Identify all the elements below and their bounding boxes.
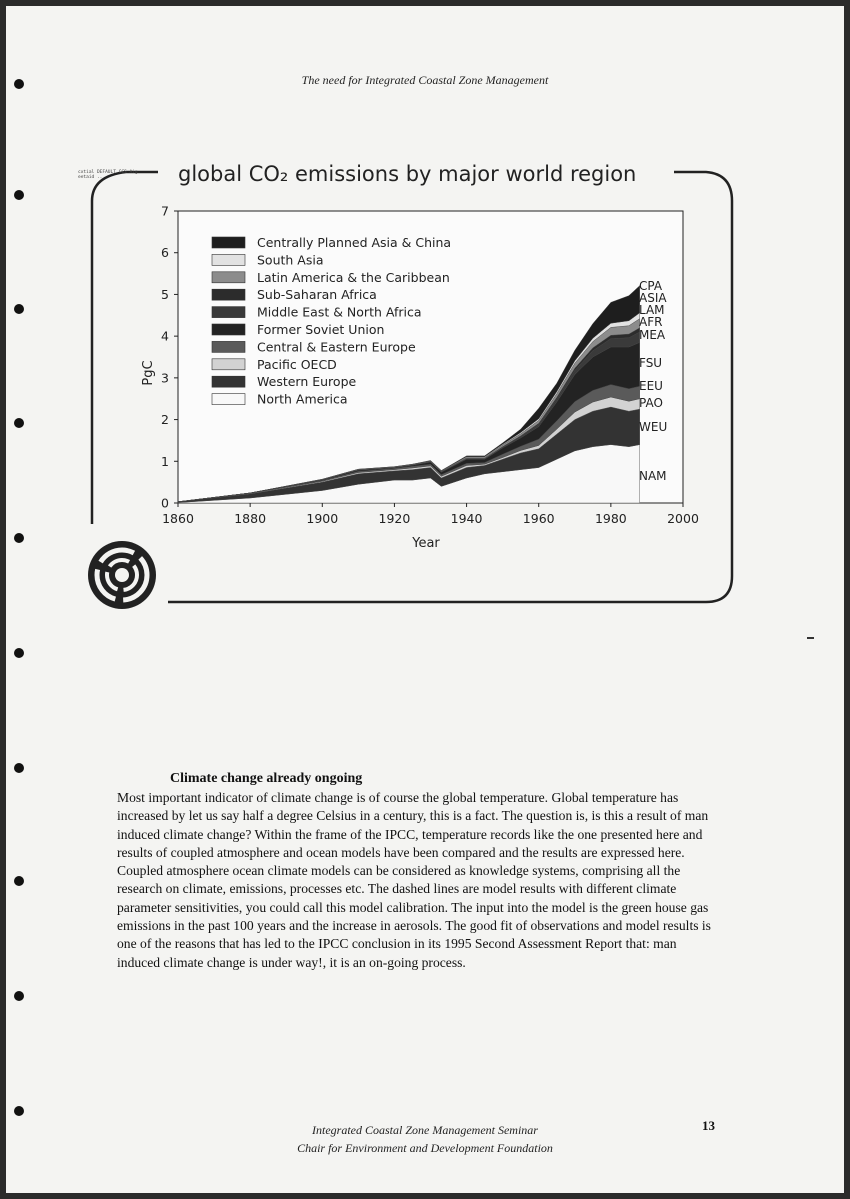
foundation-logo (88, 541, 156, 609)
legend-label-afr: Sub-Saharan Africa (257, 287, 377, 303)
x-tick-label: 1940 (450, 511, 483, 526)
x-tick-label: 1960 (522, 511, 555, 526)
legend-label-lam: Latin America & the Caribbean (257, 269, 450, 285)
emissions-chart (6, 6, 844, 646)
y-tick-label: 4 (161, 328, 169, 344)
footer-line-1: Integrated Coastal Zone Management Seminar (312, 1123, 538, 1137)
legend-swatch-weu (212, 376, 245, 387)
page-number: 13 (702, 1118, 715, 1133)
punch-hole (14, 1106, 24, 1116)
legend-label-mea: Middle East & North Africa (257, 304, 422, 320)
legend-label-cpa: Centrally Planned Asia & China (257, 235, 452, 250)
legend-swatch-eeu (212, 341, 245, 352)
legend-label-weu: Western Europe (257, 374, 357, 390)
y-tick-label: 2 (161, 412, 169, 428)
legend-swatch-cpa (212, 237, 245, 248)
end-label-asia: ASIA (639, 291, 667, 305)
punch-hole (14, 991, 24, 1001)
legend-label-fsu: Former Soviet Union (257, 322, 385, 337)
legend-swatch-fsu (212, 324, 245, 335)
x-tick-label: 1880 (234, 511, 267, 526)
y-tick-label: 6 (161, 245, 169, 261)
legend-label-eeu: Central & Eastern Europe (257, 339, 416, 355)
legend-swatch-nam (212, 394, 245, 405)
punch-hole (14, 876, 24, 886)
end-label-lam: LAM (639, 303, 665, 317)
legend-label-asia: South Asia (257, 252, 324, 268)
x-axis-label: Year (412, 536, 440, 551)
end-label-nam: NAM (639, 469, 667, 483)
end-label-fsu: FSU (639, 356, 663, 370)
footer-line-2: Chair for Environment and Development Foundation (297, 1141, 553, 1155)
y-tick-label: 7 (161, 203, 169, 219)
x-tick-label: 1900 (306, 511, 339, 526)
x-tick-label: 1860 (162, 511, 194, 526)
legend-swatch-pao (212, 359, 245, 370)
x-tick-label: 2000 (667, 511, 699, 526)
x-tick-label: 1920 (378, 511, 411, 526)
chart-title-part: global CO₂ emissions by major world region (178, 162, 637, 186)
section-title: Climate change already ongoing (170, 771, 363, 786)
y-tick-label: 1 (161, 453, 169, 469)
punch-hole (14, 763, 24, 773)
legend-swatch-mea (212, 307, 245, 318)
legend-label-nam: North America (257, 391, 348, 407)
y-tick-label: 3 (161, 370, 169, 386)
x-tick-label: 1980 (594, 511, 627, 526)
legend-swatch-asia (212, 254, 245, 265)
running-header: The need for Integrated Coastal Zone Management (301, 73, 549, 87)
margin-mark (807, 637, 814, 639)
chart-title (178, 162, 636, 186)
y-tick-label: 5 (161, 286, 169, 302)
punch-hole (14, 648, 24, 658)
slide-tiny-text: cxtial DEFAULT.CCS Aig (78, 170, 138, 175)
end-label-mea: MEA (639, 328, 666, 342)
slide-tiny-text: eetaid ... (78, 175, 106, 180)
end-label-eeu: EEU (639, 379, 663, 393)
legend-swatch-afr (212, 289, 245, 300)
document-page (6, 6, 844, 1193)
legend-label-pao: Pacific OECD (257, 356, 337, 372)
y-tick-label: 0 (161, 495, 169, 511)
y-axis-label: PgC (141, 360, 156, 386)
slide-frame (92, 172, 158, 524)
body-paragraph: Most important indicator of climate change is of course the global temperature. Global temperature has increased by let us say half a degree Celsius in a century, this is a fact. The question is, is this a result of man induced climate change? Within the frame of the IPCC, temperature records like the one presented here and results of coupled atmosphere and ocean models have been compared and the results are expressed here. Coupled atmosphere ocean climate models can be considered as knowledge systems, comprising all the research on climate, emissions, processes etc. The dashed lines are model results with different climate parameter sensitivities, you could call this model calibration. The input into the model is the green house gas emissions in the past 100 years and the increase in aerosols. The good fit of observations and model results is one of the reasons that has led to the IPCC conclusion in its 1995 Second Assessment Report that: man induced climate change is under way!, it is an on-going process. (117, 790, 711, 970)
end-label-pao: PAO (639, 396, 663, 410)
end-label-weu: WEU (639, 420, 668, 434)
legend-swatch-lam (212, 272, 245, 283)
end-label-cpa: CPA (639, 279, 663, 293)
end-label-afr: AFR (639, 315, 663, 329)
